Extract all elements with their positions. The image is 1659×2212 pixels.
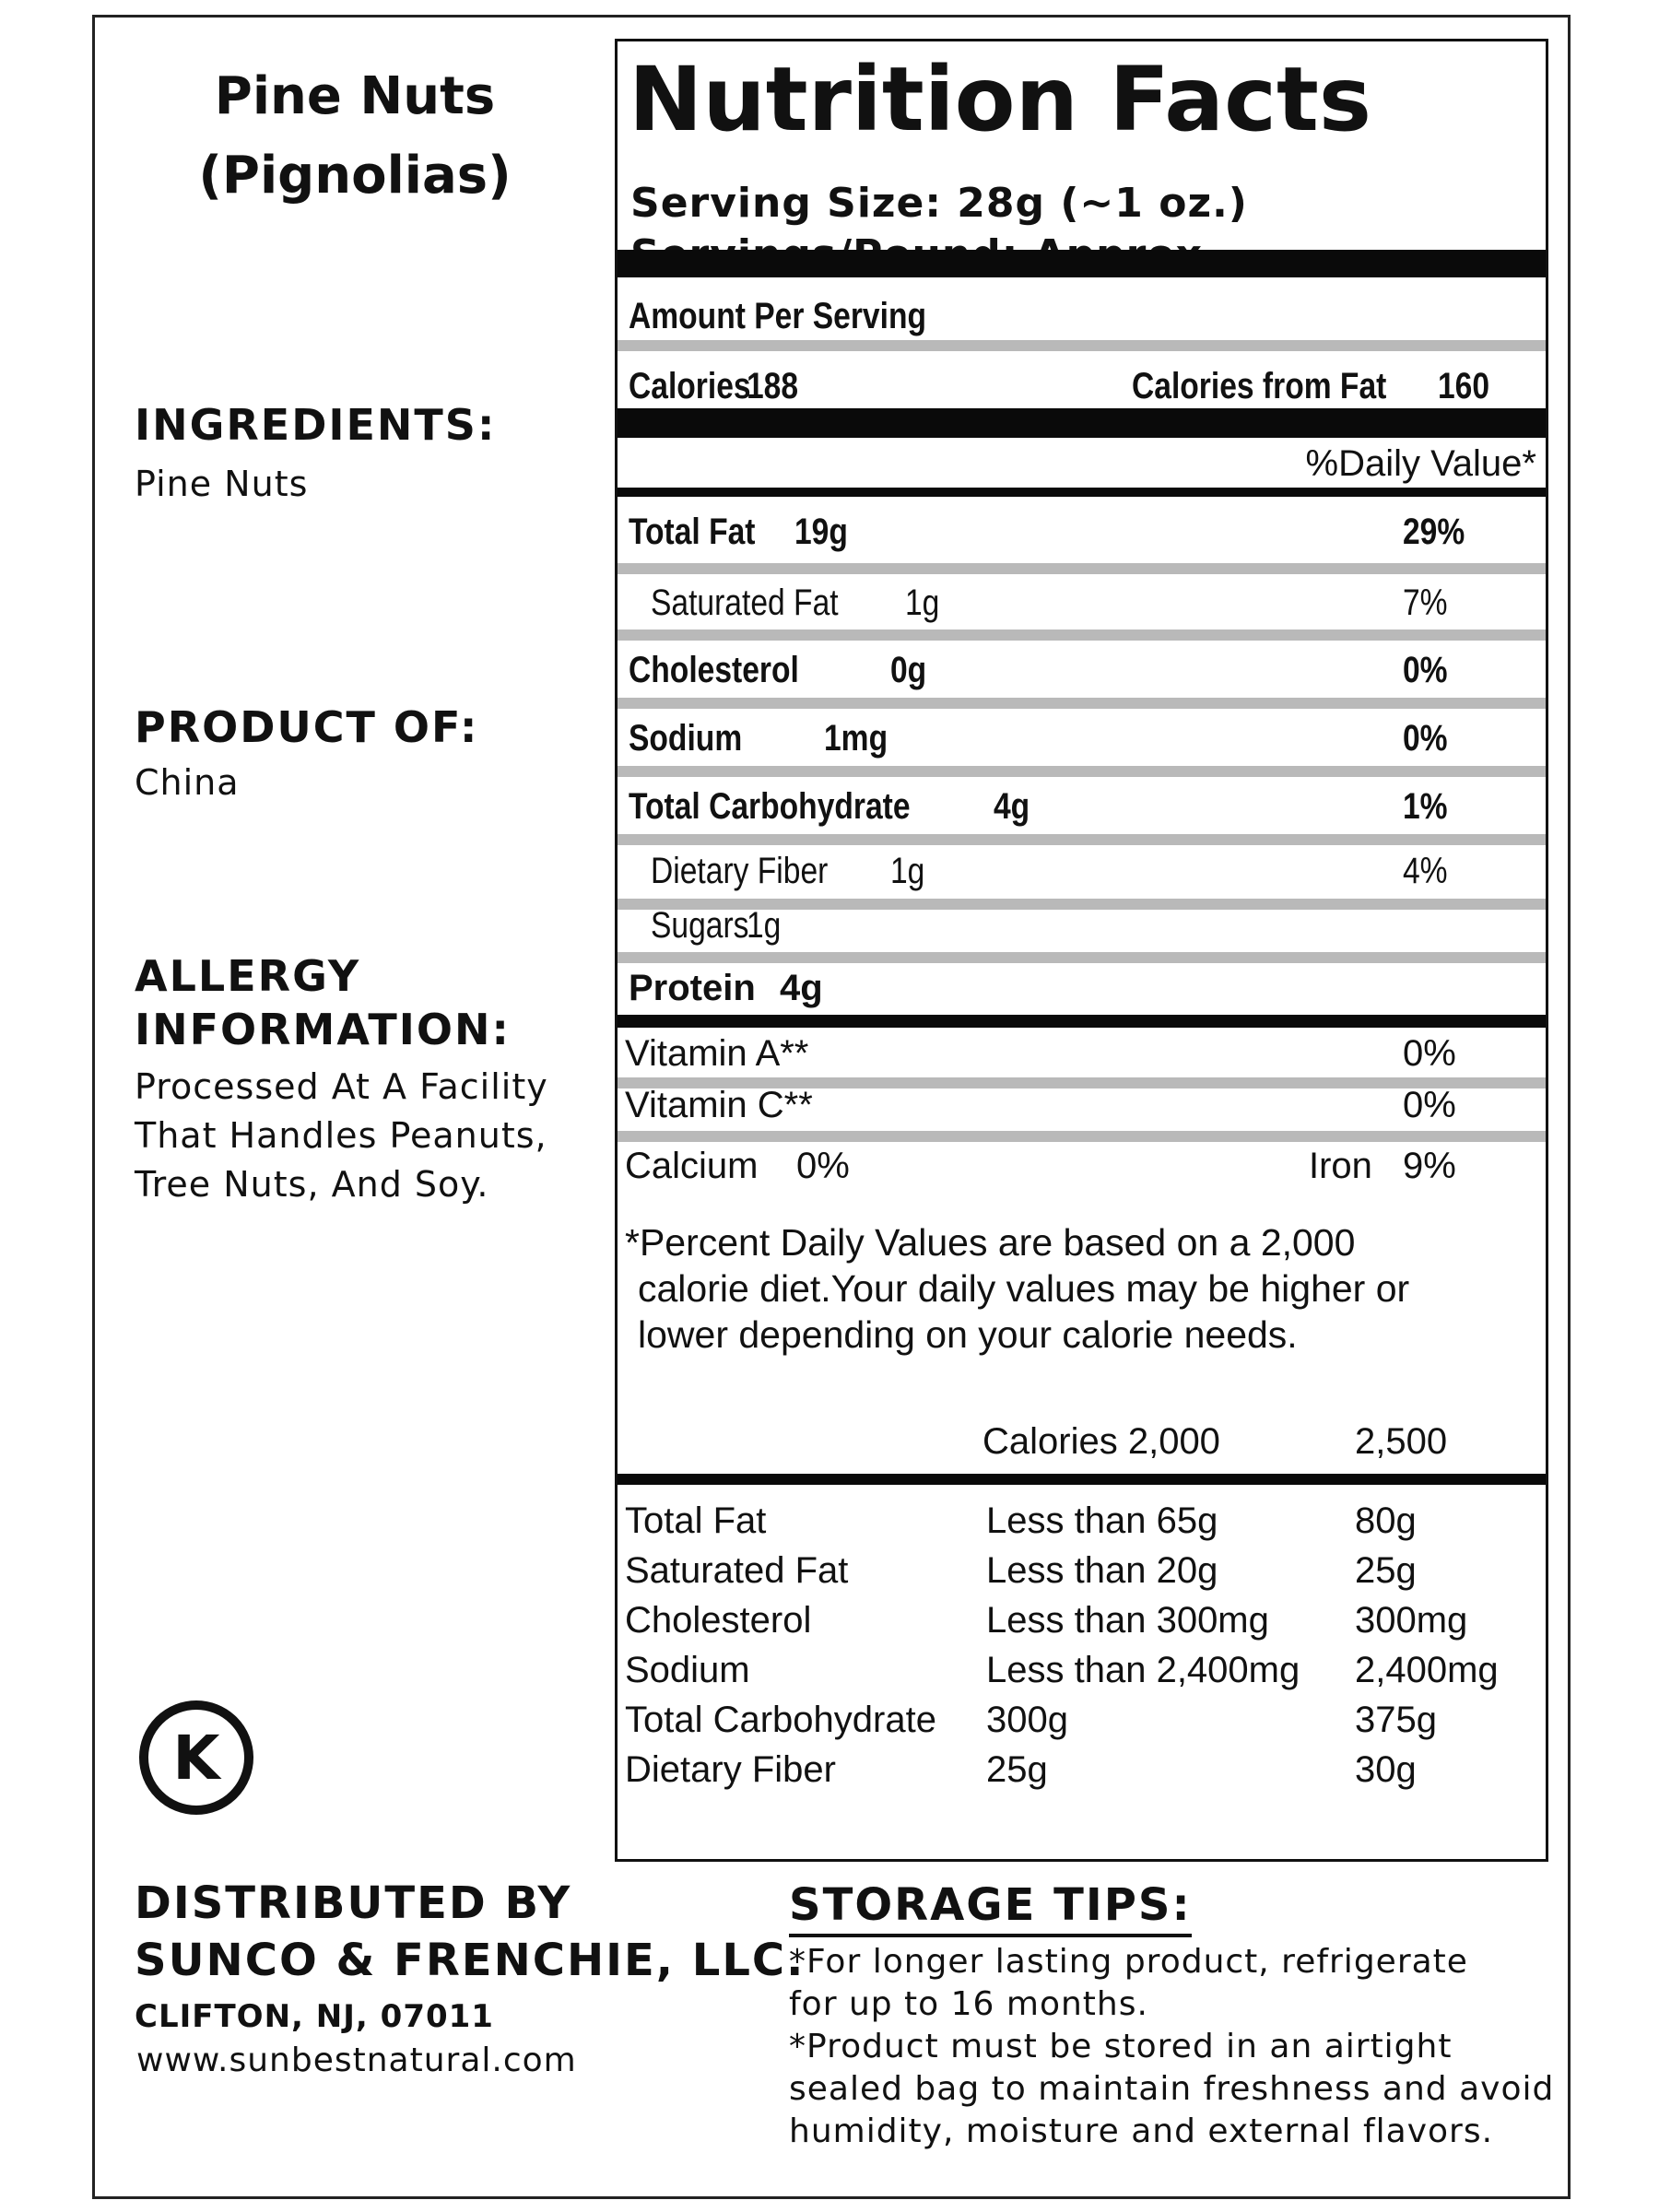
kosher-letter: K — [172, 1723, 220, 1794]
vitamin-dv: 0% — [1403, 1033, 1456, 1074]
nutrient-dv: 7% — [1403, 582, 1448, 623]
nutrition-title: Nutrition Facts — [629, 48, 1372, 151]
distributor-line2: SUNCO & FRENCHIE, LLC. — [135, 1935, 806, 1986]
allergy-line-3: Tree Nuts, And Soy. — [135, 1164, 489, 1205]
allergy-heading-line1: ALLERGY — [135, 951, 361, 1001]
nutrient-row — [618, 966, 1546, 1010]
nutrient-label: Sugars — [651, 905, 749, 946]
divider — [618, 1131, 1546, 1142]
vitamin-label: Vitamin C** — [625, 1085, 813, 1125]
footnote-nutrient: Sodium — [625, 1650, 750, 1690]
footnote-header-calories: Calories 2,000 — [982, 1421, 1220, 1462]
vitamin-dv: 0% — [1403, 1085, 1456, 1125]
nutrient-label: Total Fat — [629, 512, 756, 552]
footnote-2000: 300g — [986, 1700, 1068, 1740]
nutrient-row — [618, 716, 1546, 760]
nutrient-dv: 1% — [1403, 786, 1448, 827]
product-name — [129, 57, 581, 216]
storage-line-3: *Product must be stored in an airtight — [789, 2028, 1453, 2065]
footnote-2500: 30g — [1355, 1749, 1417, 1790]
nutrient-row — [618, 581, 1546, 625]
calories-row — [618, 364, 1546, 408]
daily-value-header-row — [618, 441, 1546, 486]
footnote-nutrient: Saturated Fat — [625, 1550, 849, 1591]
storage-text — [789, 1941, 1554, 2153]
allergy-line-2: That Handles Peanuts, — [135, 1115, 547, 1156]
footnote-2500: 2,400mg — [1355, 1650, 1499, 1690]
vitamin-row — [618, 1083, 1546, 1127]
amount-per-serving: Amount Per Serving — [629, 296, 926, 336]
nutrient-amount: 1g — [905, 582, 940, 623]
nutrient-label: Saturated Fat — [651, 582, 839, 623]
thick-divider — [618, 408, 1546, 438]
calcium-label: Calcium — [625, 1146, 759, 1186]
origin-heading: PRODUCT OF: — [135, 702, 479, 752]
product-name-line1: Pine Nuts — [214, 66, 496, 126]
daily-value-footnote — [625, 1219, 1409, 1358]
footnote-2000: Less than 300mg — [986, 1600, 1269, 1641]
footnote-nutrient: Cholesterol — [625, 1600, 812, 1641]
calories-from-fat-label: Calories from Fat — [1132, 366, 1387, 406]
serving-size: Serving Size: 28g (~1 oz.) — [630, 180, 1248, 227]
vitamin-row — [618, 1031, 1546, 1076]
nutrient-row — [618, 784, 1546, 829]
footnote-2000: Less than 65g — [986, 1500, 1218, 1541]
calcium-dv: 0% — [796, 1146, 850, 1186]
nutrient-dv: 29% — [1403, 512, 1465, 552]
nutrient-row — [618, 849, 1546, 893]
nutrient-label: Protein — [629, 968, 756, 1008]
nutrient-label: Sodium — [629, 718, 743, 759]
footnote-2500: 375g — [1355, 1700, 1437, 1740]
footnote-nutrient: Total Fat — [625, 1500, 767, 1541]
storage-line-2: for up to 16 months. — [789, 1985, 1148, 2023]
distributor-line1: DISTRIBUTED BY — [135, 1877, 572, 1929]
nutrient-row — [618, 648, 1546, 692]
medium-divider — [618, 1474, 1546, 1485]
footnote-2000: Less than 20g — [986, 1550, 1218, 1591]
footnote-nutrient: Total Carbohydrate — [625, 1700, 936, 1740]
iron-dv: 9% — [1403, 1146, 1456, 1186]
nutrient-dv: 4% — [1403, 851, 1448, 891]
footnote-header-col2: 2,500 — [1355, 1421, 1448, 1462]
medium-divider — [618, 1015, 1546, 1028]
daily-value-header: %Daily Value* — [1305, 443, 1536, 484]
footnote-2500: 25g — [1355, 1550, 1417, 1591]
calories-value: 188 — [747, 366, 799, 406]
nutrient-row — [618, 510, 1546, 554]
nutrient-amount: 1g — [747, 905, 782, 946]
origin-text: China — [135, 762, 240, 803]
ingredients-text: Pine Nuts — [135, 464, 309, 504]
footnote-2500: 300mg — [1355, 1600, 1468, 1641]
calories-label: Calories — [629, 366, 751, 406]
footnote-2500: 80g — [1355, 1500, 1417, 1541]
distributor-heading — [135, 1875, 805, 1989]
footnote-nutrient: Dietary Fiber — [625, 1749, 836, 1790]
nutrient-amount: 1g — [890, 851, 925, 891]
divider — [618, 766, 1546, 777]
storage-line-5: humidity, moisture and external flavors. — [789, 2112, 1494, 2150]
distributor-address: CLIFTON, NJ, 07011 — [135, 1998, 494, 2035]
footnote-line-1: *Percent Daily Values are based on a 2,000 — [625, 1221, 1356, 1264]
divider — [618, 698, 1546, 709]
allergy-line-1: Processed At A Facility — [135, 1066, 548, 1107]
storage-line-1: *For longer lasting product, refrigerate — [789, 1943, 1468, 1981]
divider — [618, 629, 1546, 641]
footnote-line-2: calorie diet.Your daily values may be higher or — [638, 1267, 1410, 1310]
divider — [618, 834, 1546, 845]
nutrient-amount: 4g — [994, 786, 1030, 827]
ingredients-heading: INGREDIENTS: — [135, 400, 497, 450]
nutrient-amount: 0g — [890, 650, 927, 690]
iron-label: Iron — [1309, 1146, 1372, 1186]
minerals-row — [618, 1144, 1546, 1188]
distributor-website: www.sunbestnatural.com — [136, 2041, 577, 2079]
calories-from-fat-value: 160 — [1438, 366, 1490, 406]
medium-divider — [618, 488, 1546, 497]
nutrient-row — [618, 903, 1546, 947]
product-name-line2: (Pignolias) — [198, 146, 512, 206]
nutrient-label: Cholesterol — [629, 650, 799, 690]
nutrition-facts-panel — [615, 39, 1548, 1862]
allergy-heading-line2: INFORMATION: — [135, 1005, 511, 1054]
nutrient-label: Dietary Fiber — [651, 851, 829, 891]
footnote-2000: 25g — [986, 1749, 1048, 1790]
footnote-line-3: lower depending on your calorie needs. — [638, 1313, 1298, 1356]
kosher-k-icon — [136, 1698, 256, 1818]
amount-per-serving-row — [618, 294, 1546, 338]
nutrient-label: Total Carbohydrate — [629, 786, 911, 827]
nutrient-amount: 19g — [794, 512, 848, 552]
nutrient-amount: 1mg — [824, 718, 888, 759]
vitamin-label: Vitamin A** — [625, 1033, 809, 1074]
storage-line-4: sealed bag to maintain freshness and avoid — [789, 2070, 1555, 2108]
nutrient-dv: 0% — [1403, 650, 1448, 690]
divider — [618, 340, 1546, 351]
divider — [618, 952, 1546, 963]
nutrient-dv: 0% — [1403, 718, 1448, 759]
divider — [618, 563, 1546, 574]
thick-divider — [618, 250, 1546, 277]
storage-heading: STORAGE TIPS: — [789, 1878, 1192, 1937]
footnote-2000: Less than 2,400mg — [986, 1650, 1300, 1690]
nutrient-amount: 4g — [780, 968, 823, 1008]
